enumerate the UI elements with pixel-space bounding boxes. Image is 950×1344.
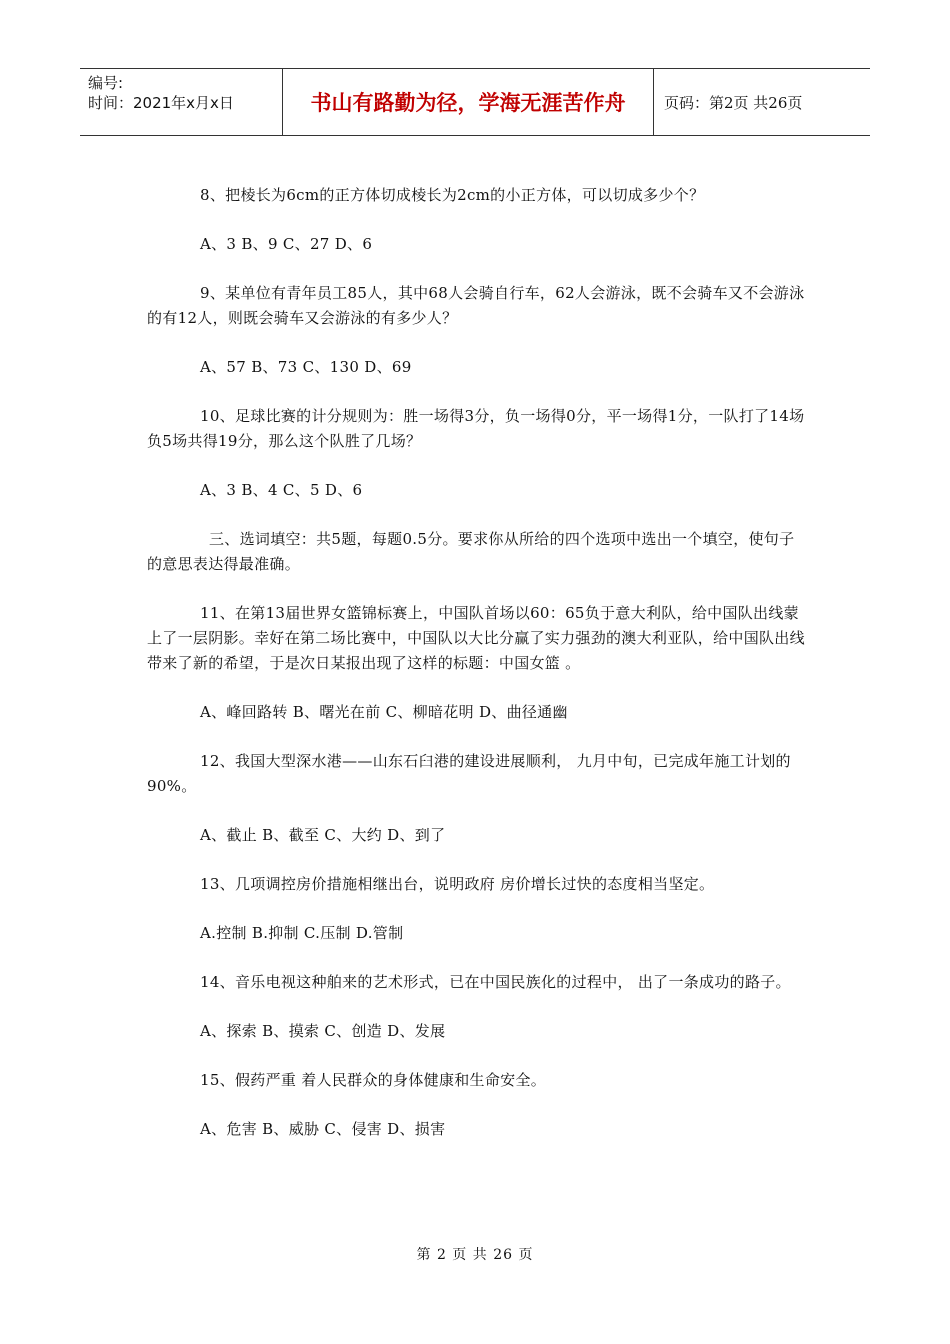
- question-15: 15、假药严重 着人民群众的身体健康和生命安全。: [200, 1071, 547, 1089]
- question-14-options: A、探索 B、摸索 C、创造 D、发展: [200, 1022, 446, 1040]
- question-9: 9、某单位有青年员工85人，其中68人会骑自行车，62人会游泳，既不会骑车又不会游泳的有12人，则既会骑车又会游泳的有多少人？: [147, 284, 805, 327]
- question-12: 12、我国大型深水港——山东石臼港的建设进展顺利， 九月中旬，已完成年施工计划的90%。: [147, 752, 791, 795]
- document-number: 编号:: [88, 74, 124, 92]
- header-info: [80, 69, 282, 135]
- header-page-number: 页码：第2页 共26页: [664, 94, 803, 112]
- question-11: 11、在第13届世界女篮锦标赛上，中国队首场以60：65负于意大利队，给中国队出线蒙上了一层阴影。幸好在第二场比赛中，中国队以大比分赢了实力强劲的澳大利亚队，给中国队出线带来了新的希望，于是次日某报出现了这样的标题：中国女篮 。: [147, 604, 805, 672]
- question-9-options: A、57 B、73 C、130 D、69: [200, 358, 412, 376]
- question-13: 13、几项调控房价措施相继出台，说明政府 房价增长过快的态度相当坚定。: [200, 875, 715, 893]
- document-date: 时间：2021年x月x日: [88, 94, 234, 112]
- question-12-options: A、截止 B、截至 C、大约 D、到了: [200, 826, 446, 844]
- question-13-options: A.控制 B.抑制 C.压制 D.管制: [200, 924, 404, 942]
- question-10: 10、足球比赛的计分规则为：胜一场得3分，负一场得0分，平一场得1分，一队打了14场负5场共得19分，那么这个队胜了几场？: [147, 407, 805, 450]
- question-15-options: A、危害 B、威胁 C、侵害 D、损害: [200, 1120, 446, 1138]
- question-8: 8、把棱长为6cm的正方体切成棱长为2cm的小正方体，可以切成多少个？: [200, 186, 705, 204]
- question-11-options: A、峰回路转 B、曙光在前 C、柳暗花明 D、曲径通幽: [200, 703, 568, 721]
- question-14: 14、音乐电视这种舶来的艺术形式，已在中国民族化的过程中， 出了一条成功的路子。: [200, 973, 791, 991]
- page-footer: 第 2 页 共 26 页: [416, 1247, 534, 1263]
- section-heading: 三、选词填空：共5题，每题0.5分。要求你从所给的四个选项中选出一个填空，使句子的意思表达得最准确。: [147, 530, 795, 573]
- document-body: [147, 183, 807, 1166]
- question-8-options: A、3 B、9 C、27 D、6: [200, 235, 373, 253]
- page-header: [80, 68, 870, 136]
- question-10-options: A、3 B、4 C、5 D、6: [200, 481, 363, 499]
- header-motto: 书山有路勤为径，学海无涯苦作舟: [282, 69, 654, 135]
